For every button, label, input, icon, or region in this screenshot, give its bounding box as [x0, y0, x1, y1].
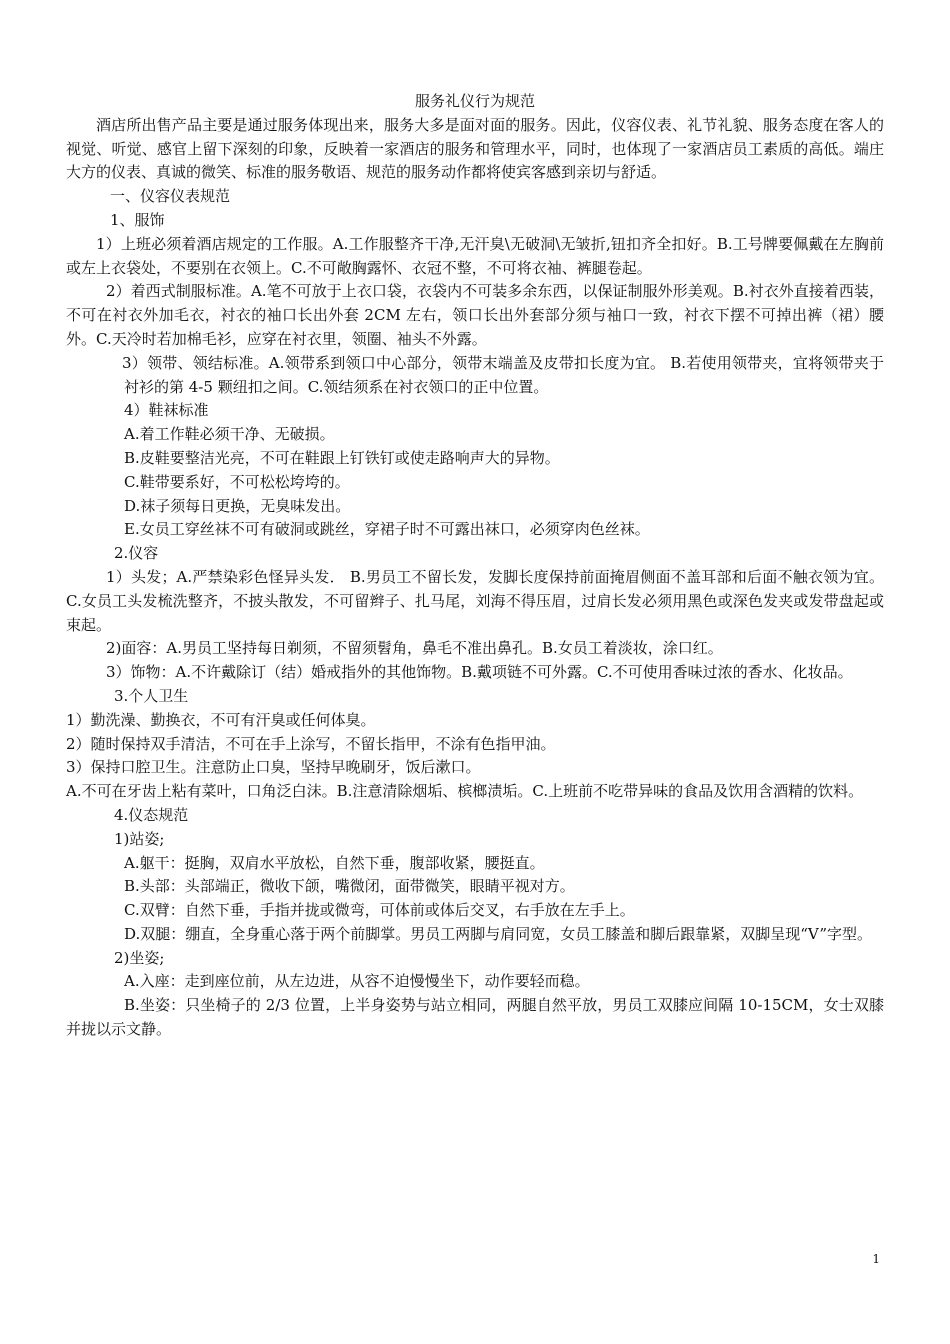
paragraph: 3）饰物：A.不许戴除订（结）婚戒指外的其他饰物。B.戴项链不可外露。C.不可使用香味过浓的香水、化妆品。 [106, 663, 853, 682]
paragraph: A.入座：走到座位前，从左边进，从容不迫慢慢坐下，动作要轻而稳。 [124, 972, 590, 991]
paragraph: 2）着西式制服标准。A.笔不可放于上衣口袋，衣袋内不可装多余东西，以保证制服外形美观。B.衬衣外直接着西装，不可在衬衣外加毛衣，衬衣的袖口长出外套 2CM 左右，领口长出外套部分须与袖口一致，衬衣下摆不可掉出裤（裙）腰外。C.天冷时若加棉毛衫，应穿在衬衣里，领圈、袖头不外露。 [66, 282, 884, 348]
paragraph: A.着工作鞋必须干净、无破损。 [124, 425, 335, 444]
document-page [66, 90, 884, 1042]
paragraph: C.双臂：自然下垂，手指并拢或微弯，可体前或体后交叉，右手放在左手上。 [124, 901, 635, 920]
paragraph: 1)站姿; [114, 829, 165, 848]
paragraph: 4）鞋袜标准 [124, 401, 209, 420]
paragraph: 3）保持口腔卫生。注意防止口臭，坚持早晚刷牙，饭后漱口。 [66, 758, 481, 777]
paragraph: 1、服饰 [110, 210, 165, 229]
paragraph: 3.个人卫生 [114, 686, 189, 705]
paragraph: 2.仪容 [114, 544, 159, 563]
paragraph: 4.仪态规范 [114, 805, 189, 824]
paragraph: B.皮鞋要整洁光亮，不可在鞋跟上钉铁钉或使走路响声大的异物。 [124, 448, 560, 467]
paragraph: B.坐姿：只坐椅子的 2/3 位置，上半身姿势与站立相同，两腿自然平放，男员工双膝应间隔 10-15CM，女士双膝并拢以示文静。 [66, 996, 884, 1039]
paragraph: 3）领带、领结标准。A.领带系到领口中心部分，领带末端盖及皮带扣长度为宜。 B.若使用领带夹，宜将领带夹于衬衫的第 4-5 颗纽扣之间。C.领结须系在衬衣领口的正中位置。 [122, 353, 884, 396]
paragraph: 2）随时保持双手清洁，不可在手上涂写，不留长指甲，不涂有色指甲油。 [66, 734, 556, 753]
paragraph: A.躯干：挺胸，双肩水平放松，自然下垂，腹部收紧，腰挺直。 [124, 853, 545, 872]
paragraph: A.不可在牙齿上粘有菜叶，口角泛白沫。B.注意清除烟垢、槟榔渍垢。C.上班前不吃带异味的食品及饮用含酒精的饮料。 [66, 782, 864, 801]
paragraph: 1）上班必须着酒店规定的工作服。A.工作服整齐干净,无汗臭\无破洞\无皱折,钮扣齐全扣好。B.工号牌要佩戴在左胸前或左上衣袋处，不要别在衣领上。C.不可敞胸露怀、衣冠不整，不可将衣袖、裤腿卷起。 [66, 234, 884, 277]
document-body [66, 114, 884, 1042]
paragraph: 2)面容：A.男员工坚持每日剃须，不留须髫角，鼻毛不准出鼻孔。B.女员工着淡妆，涂口红。 [106, 639, 723, 658]
paragraph: B.头部：头部端正，微收下颌，嘴微闭，面带微笑，眼睛平视对方。 [124, 877, 575, 896]
paragraph: 一、仪容仪表规范 [110, 187, 231, 206]
paragraph: D.袜子须每日更换，无臭味发出。 [124, 496, 351, 515]
paragraph: 1）头发；A.严禁染彩色怪异头发． B.男员工不留长发，发脚长度保持前面掩眉侧面不盖耳部和后面不触衣领为宜。C.女员工头发梳洗整齐，不披头散发，不可留辫子、扎马尾，刘海不得压眉，过肩长发必须用黑色或深色发夹或发带盘起或束起。 [66, 567, 884, 634]
paragraph: C.鞋带要系好，不可松松垮垮的。 [124, 472, 350, 491]
paragraph: E.女员工穿丝袜不可有破洞或跳丝，穿裙子时不可露出袜口，必须穿肉色丝袜。 [124, 520, 650, 539]
document-title: 服务礼仪行为规范 [414, 92, 535, 110]
paragraph: 1）勤洗澡、勤换衣，不可有汗臭或任何体臭。 [66, 710, 376, 729]
paragraph: D.双腿：绷直，全身重心落于两个前脚掌。男员工两脚与肩同宽，女员工膝盖和脚后跟靠紧，双脚呈现“V”字型。 [124, 924, 872, 943]
page-number: 1 [872, 1252, 880, 1266]
paragraph: 酒店所出售产品主要是通过服务体现出来，服务大多是面对面的服务。因此，仪容仪表、礼节礼貌、服务态度在客人的视觉、听觉、感官上留下深刻的印象，反映着一家酒店的服务和管理水平，同时，也体现了一家酒店员工素质的高低。端庄大方的仪表、真诚的微笑、标准的服务敬语、规范的服务动作都将使宾客感到亲切与舒适。 [66, 115, 884, 182]
paragraph: 2)坐姿; [114, 948, 165, 967]
